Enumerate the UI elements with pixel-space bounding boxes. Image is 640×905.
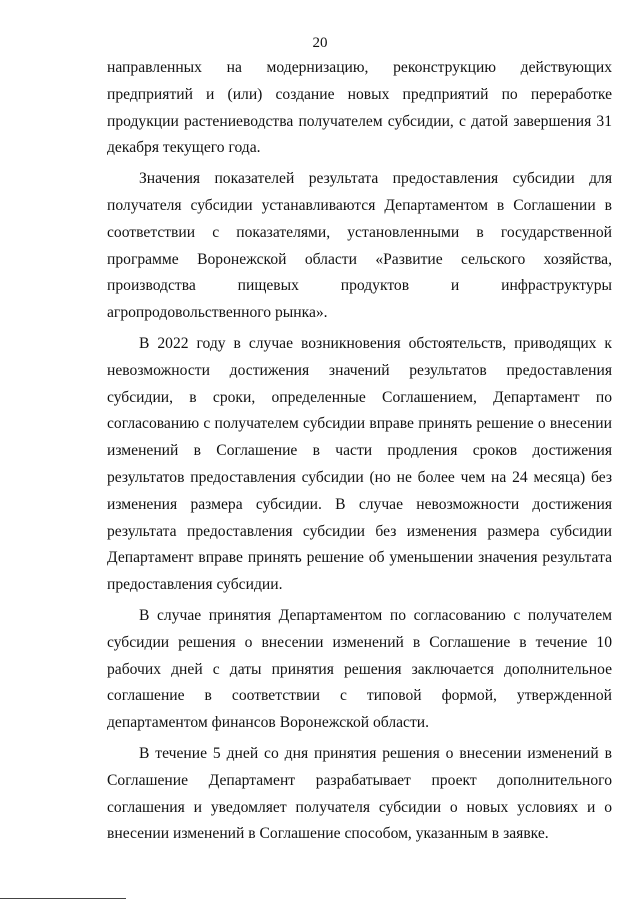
page-number: 20	[312, 35, 328, 51]
paragraph-continuation: направленных на модернизацию, реконструкцию действующих предприятий и (или) создание новых предприятий по переработке продукции растениеводства получателем субсидии, с датой завершения 31 декабря текущего года.	[107, 59, 612, 157]
paragraph-additional-agreement: В случае принятия Департаментом по согласованию с получателем субсидии решения о внесении изменений в Соглашение в течение 10 рабочих дней с даты принятия решения заключается дополнительное соглашение в соответствии с типовой формой, утвержденной департаментом финансов Воронежской области.	[107, 606, 612, 732]
paragraph-result-indicators: Значения показателей результата предоставления субсидии для получателя субсидии устанавливаются Департаментом в Соглашении в соответствии с показателями, установленными в государственной программе Воронежской области «Развитие сельского хозяйства, производства пищевых продуктов и инфраструктуры агропродовольственного рынка».	[107, 170, 612, 322]
paragraph-2022-circumstances: В 2022 году в случае возникновения обстоятельств, приводящих к невозможности достижения значений результатов предоставления субсидии, в сроки, определенные Соглашением, Департамент по согласованию с получателем субсидии вправе принять решение о внесении изменений в Соглашение в части продления сроков достижения результатов предоставления субсидии (но не более чем на 24 месяца) без изменения размера субсидии. В случае невозможности достижения результата предоставления субсидии без изменения размера субсидии Департамент вправе принять решение об уменьшении значения результата предоставления субсидии.	[107, 334, 612, 594]
paragraph-five-days: В течение 5 дней со дня принятия решения о внесении изменений в Соглашение Департамент разрабатывает проект дополнительного соглашения и уведомляет получателя субсидии о новых условиях и о внесении изменений в Соглашение способом, указанным в заявке.	[107, 744, 612, 843]
footnote-divider	[0, 898, 126, 899]
document-body	[107, 55, 612, 852]
